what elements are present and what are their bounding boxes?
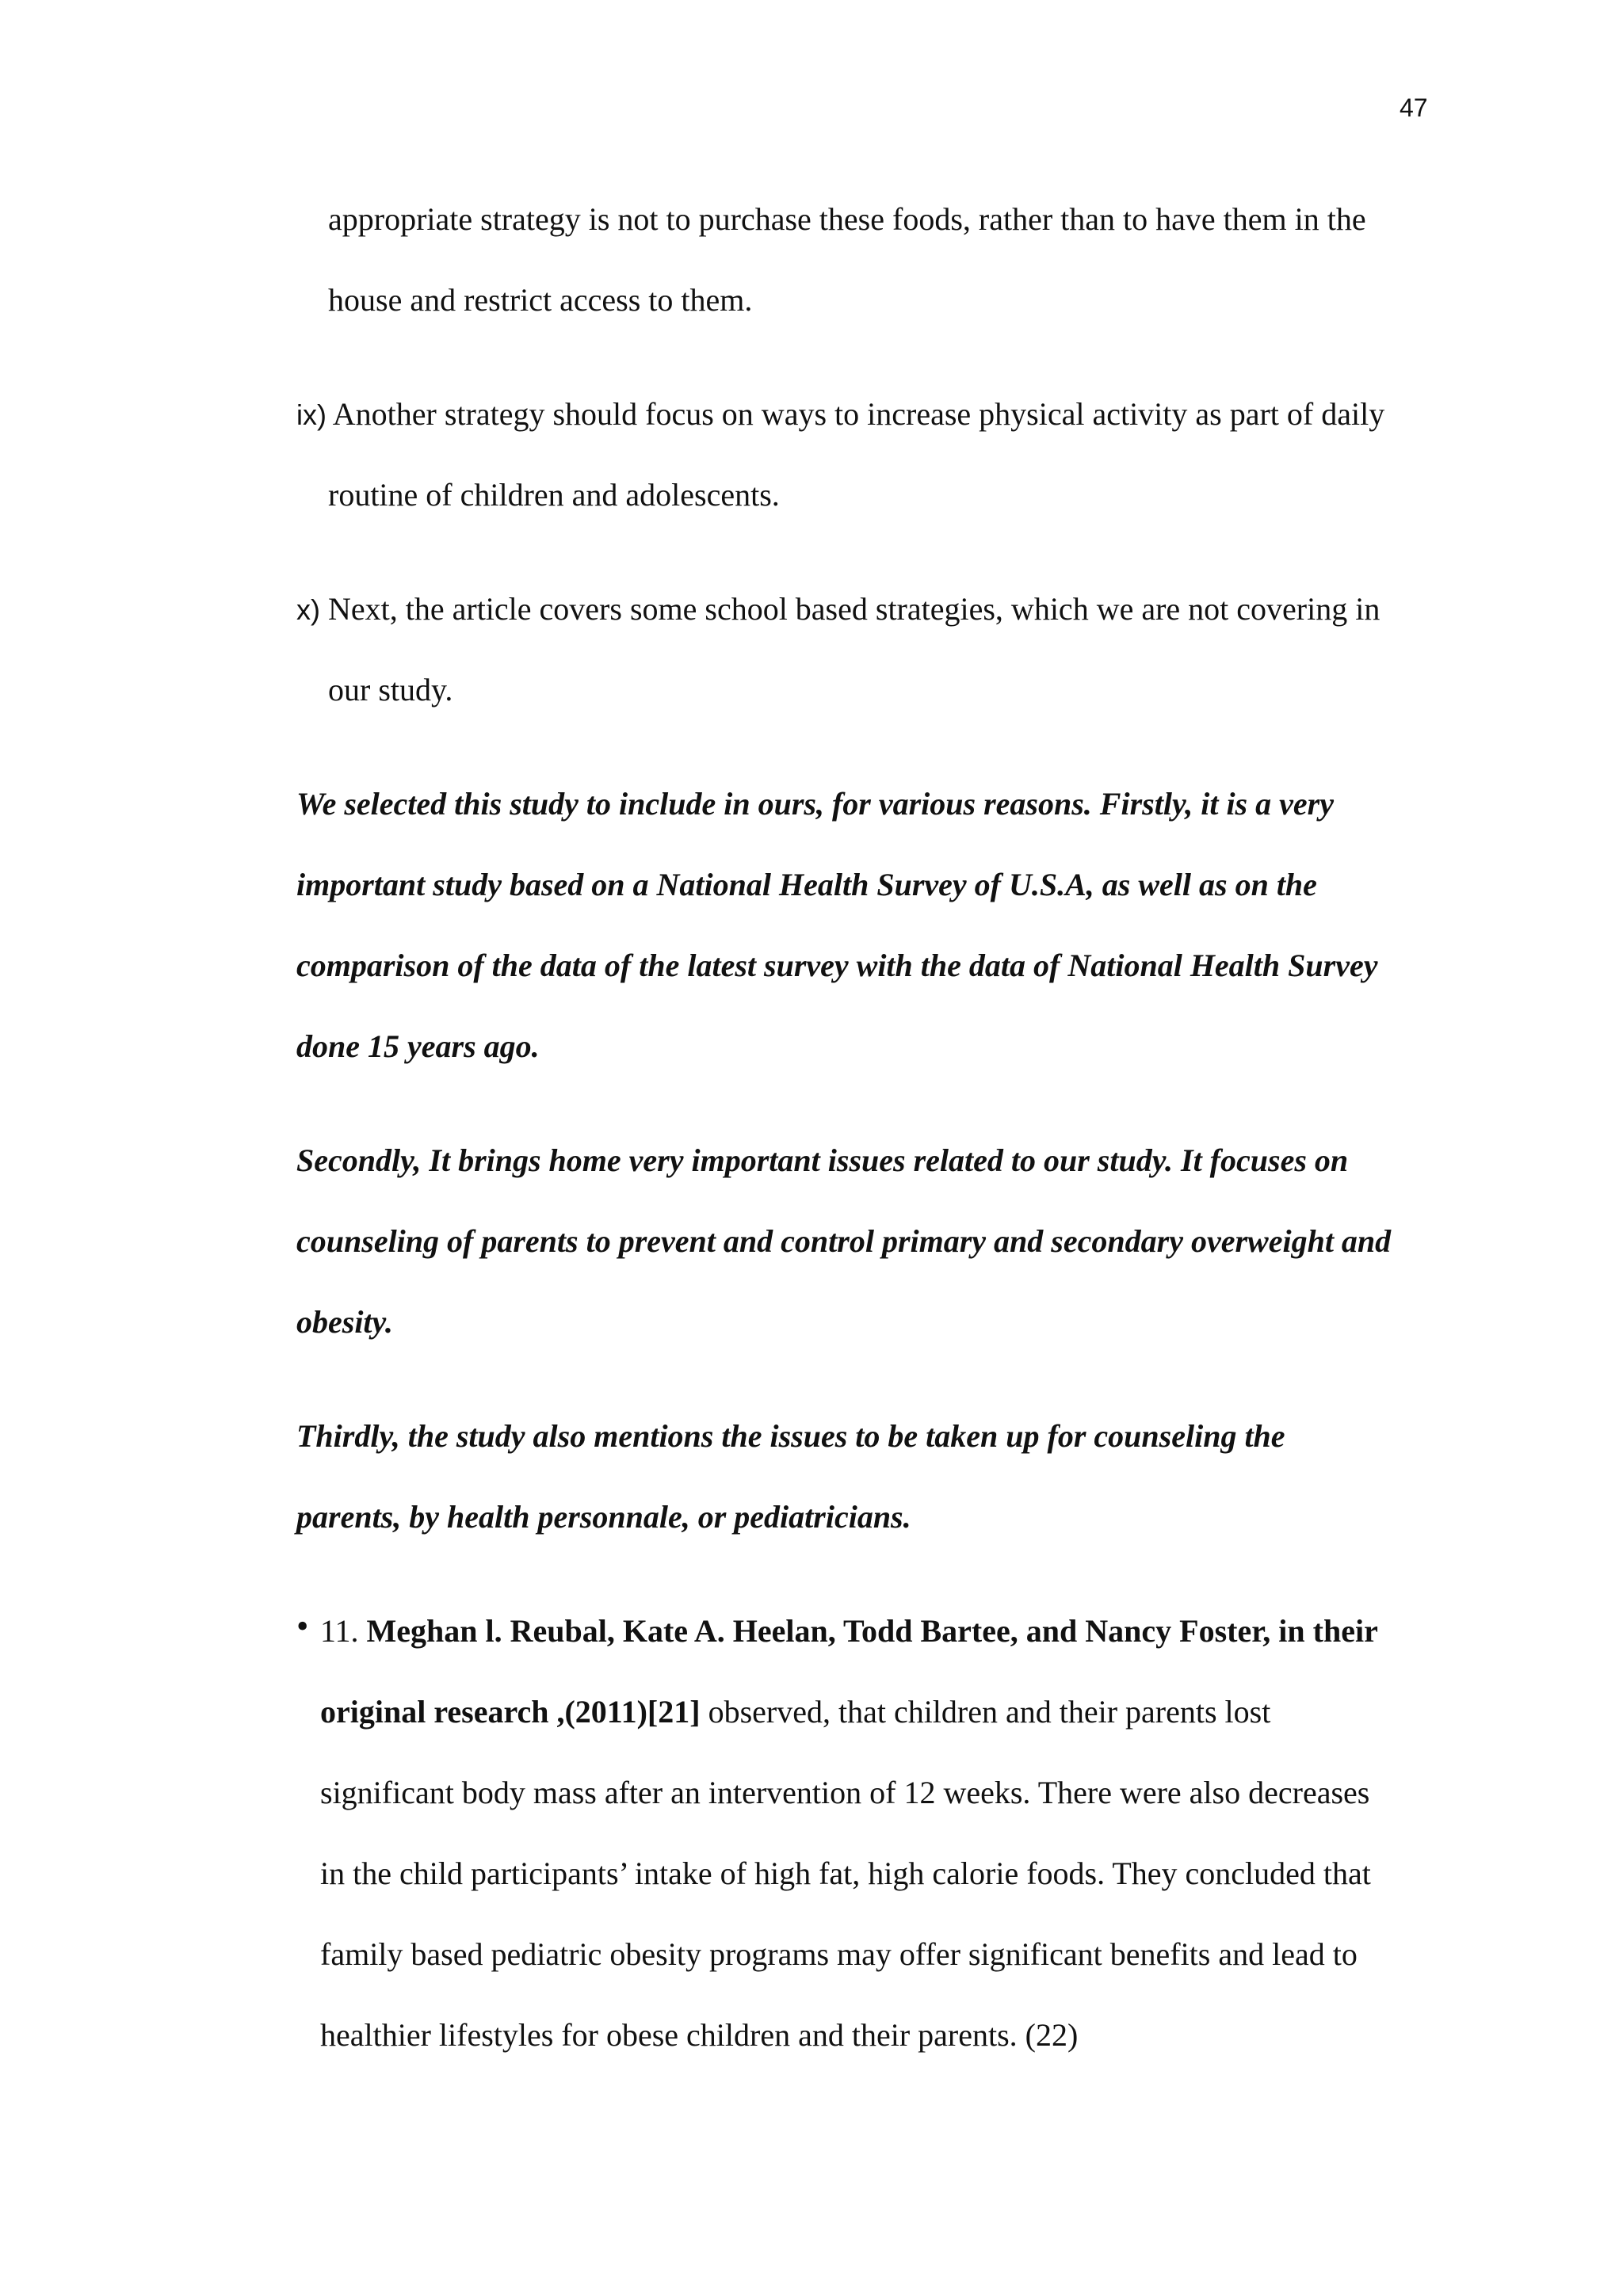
commentary-line: counseling of parents to prevent and control primary and secondary overweight and — [296, 1223, 1392, 1259]
commentary-line: We selected this study to include in ours, for various reasons. Firstly, it is a very — [296, 786, 1334, 822]
body-line: Another strategy should focus on ways to increase physical activity as part of daily — [327, 396, 1385, 432]
reference-citation: original research ,(2011)[21] — [320, 1694, 701, 1730]
commentary-line: comparison of the data of the latest survey with the data of National Health Survey — [296, 948, 1378, 983]
body-line: significant body mass after an intervention of 12 weeks. There were also decreases — [320, 1775, 1370, 1810]
reference-number: 11. — [320, 1613, 367, 1649]
body-line: routine of children and adolescents. — [328, 477, 780, 513]
page-number: 47 — [1400, 93, 1428, 122]
body-line: observed, that children and their parents lost — [700, 1694, 1271, 1730]
body-line: family based pediatric obesity programs may offer significant benefits and lead to — [320, 1936, 1358, 1972]
reference-authors: Meghan l. Reubal, Kate A. Heelan, Todd Bartee, and Nancy Foster, in their — [366, 1613, 1378, 1649]
body-line: healthier lifestyles for obese children and their parents. (22) — [320, 2017, 1079, 2053]
body-line: appropriate strategy is not to purchase these foods, rather than to have them in the — [328, 201, 1366, 237]
commentary-line: done 15 years ago. — [296, 1028, 540, 1064]
commentary-line: important study based on a National Health Survey of U.S.A, as well as on the — [296, 867, 1317, 902]
body-line: in the child participants’ intake of high fat, high calorie foods. They concluded that — [320, 1855, 1371, 1891]
body-line: Next, the article covers some school based strategies, which we are not covering in — [320, 591, 1381, 627]
commentary-line: Thirdly, the study also mentions the issues to be taken up for counseling the — [296, 1418, 1285, 1454]
reference-line — [320, 1696, 1270, 1728]
bullet-icon: • — [296, 1607, 309, 1646]
list-marker: x) — [296, 593, 320, 626]
list-marker: ix) — [296, 399, 327, 431]
reference-heading — [320, 1615, 1378, 1647]
list-item-ix — [296, 396, 1385, 432]
commentary-line: Secondly, It brings home very important issues related to our study. It focuses on — [296, 1142, 1349, 1178]
body-line: house and restrict access to them. — [328, 282, 753, 318]
body-line: our study. — [328, 672, 453, 707]
list-item-x — [296, 593, 1380, 625]
commentary-line: obesity. — [296, 1304, 393, 1340]
commentary-line: parents, by health personnale, or pediatricians. — [296, 1499, 911, 1535]
